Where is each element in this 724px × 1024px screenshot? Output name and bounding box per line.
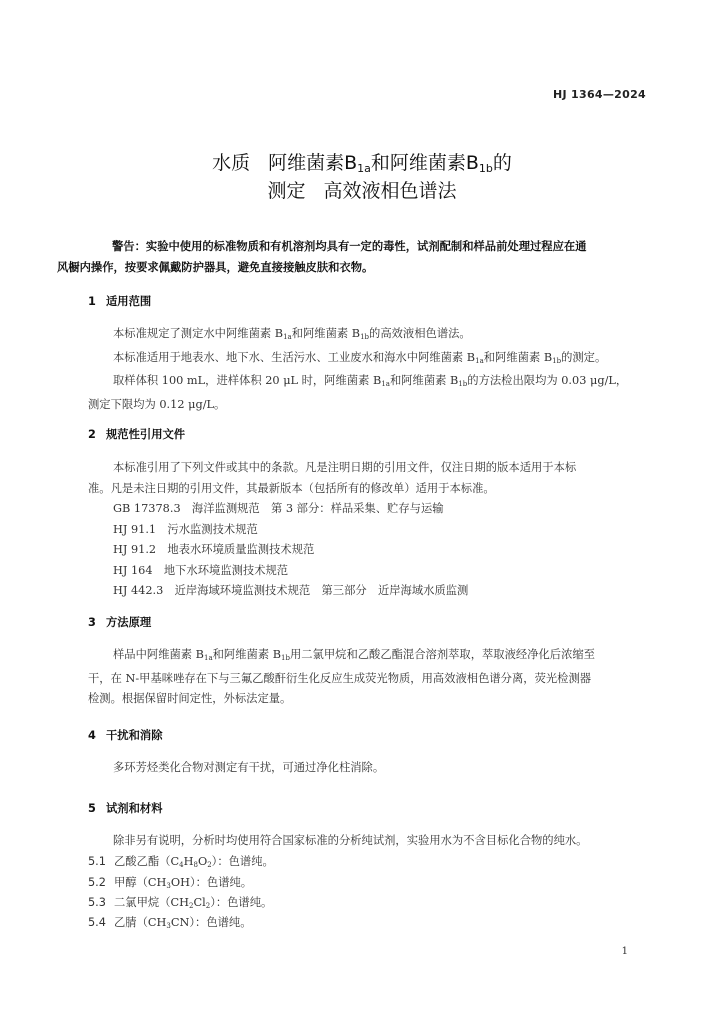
text-line: 取样体积 100 mL，进样体积 20 μL 时，阿维菌素 $B_{1a}$和阿维菌素 $B_{1b}$的方法检出限均为 0.03 μg/L，: [113, 374, 628, 388]
title-part: 阿维菌素B: [268, 152, 358, 174]
text-line: 干，在 N-甲基咪唑存在下与三氟乙酸酐衍生化反应生成荧光物质，用高效液相色谱分离，荧光检测器: [88, 671, 592, 685]
text-line: 本标准规定了测定水中阿维菌素 $B_{1a}$和阿维菌素 $B_{1b}$的高效液相色谱法。: [113, 327, 471, 341]
section-heading-2: [88, 426, 185, 442]
reference-item: HJ 442.3 近岸海域环境监测技术规范 第三部分 近岸海域水质监测: [113, 584, 469, 597]
document-title-line2: [0, 176, 724, 203]
text-line: 多环芳烃类化合物对测定有干扰，可通过净化柱消除。: [113, 761, 385, 774]
reagent-item: 5.3 二氯甲烷$(CH_2Cl_2)$：色谱纯。: [88, 896, 273, 910]
warning-paragraph: [57, 236, 643, 278]
reagent-item: 5.2 甲醇$(CH_3OH)$：色谱纯。: [88, 876, 253, 890]
section-heading-3: [88, 614, 151, 630]
title-subscript: 1b: [478, 162, 493, 175]
warning-line: 风橱内操作，按要求佩戴防护器具，避免直接接触皮肤和衣物。: [57, 261, 374, 274]
text-line: 本标准引用了下列文件或其中的条款。凡是注明日期的引用文件，仅注日期的版本适用于本标: [113, 461, 577, 474]
reference-item: HJ 164 地下水环境监测技术规范: [113, 563, 289, 577]
text-line: 准。凡是未注日期的引用文件，其最新版本（包括所有的修改单）适用于本标准。: [88, 481, 495, 495]
section-title: 规范性引用文件: [106, 428, 186, 441]
section-number: 5: [88, 802, 96, 815]
section-heading-4: [88, 727, 163, 743]
title-part: 水质: [212, 152, 251, 174]
section-3-body: [88, 645, 644, 710]
title-part: 的: [492, 152, 512, 174]
standard-code: HJ 1364—2024: [553, 88, 646, 101]
title-part: 高效液相色谱法: [323, 180, 457, 202]
section-title: 干扰和消除: [106, 729, 163, 742]
title-part: 和阿维菌素B: [370, 152, 479, 174]
section-4-body: [88, 758, 644, 779]
section-number: 1: [88, 295, 96, 308]
section-2-body: [88, 458, 644, 602]
warning-line: 警告：实验中使用的标准物质和有机溶剂均具有一定的毒性，试剂配制和样品前处理过程应在通: [112, 240, 587, 253]
reagent-item: 5.4 乙腈$(CH_3CN)$：色谱纯。: [88, 916, 252, 930]
section-5-intro: [88, 831, 644, 852]
reference-item: HJ 91.1 污水监测技术规范: [113, 522, 258, 536]
page-number: 1: [621, 946, 628, 957]
section-number: 4: [88, 729, 96, 742]
reagent-item: 5.1 乙酸乙酯$(C_4H_8O_2)$：色谱纯。: [88, 855, 274, 869]
title-subscript: 1a: [357, 162, 371, 175]
document-title-line1: [0, 148, 724, 175]
text-line: 测定下限均为 0.12 μg/L。: [88, 397, 226, 411]
section-title: 适用范围: [106, 295, 152, 308]
section-title: 方法原理: [106, 616, 152, 629]
reference-item: GB 17378.3 海洋监测规范 第 3 部分：样品采集、贮存与运输: [113, 502, 444, 515]
section-heading-1: [88, 293, 151, 309]
section-title: 试剂和材料: [106, 802, 163, 815]
section-1-body: [88, 324, 644, 415]
section-number: 3: [88, 616, 96, 629]
text-line: 检测。根据保留时间定性，外标法定量。: [88, 692, 292, 705]
text-line: 样品中阿维菌素 $B_{1a}$和阿维菌素 $B_{1b}$用二氯甲烷和乙酸乙酯混合溶剂萃取，萃取液经净化后浓缩至: [113, 648, 595, 662]
text-line: 除非另有说明，分析时均使用符合国家标准的分析纯试剂，实验用水为不含目标化合物的纯水。: [113, 834, 588, 847]
section-heading-5: [88, 800, 163, 816]
title-part: 测定: [267, 180, 306, 202]
text-line: 本标准适用于地表水、地下水、生活污水、工业废水和海水中阿维菌素 $B_{1a}$和阿维菌素 $B_{1b}$的测定。: [113, 350, 607, 365]
reference-item: HJ 91.2 地表水环境质量监测技术规范: [113, 543, 315, 556]
section-number: 2: [88, 428, 96, 441]
